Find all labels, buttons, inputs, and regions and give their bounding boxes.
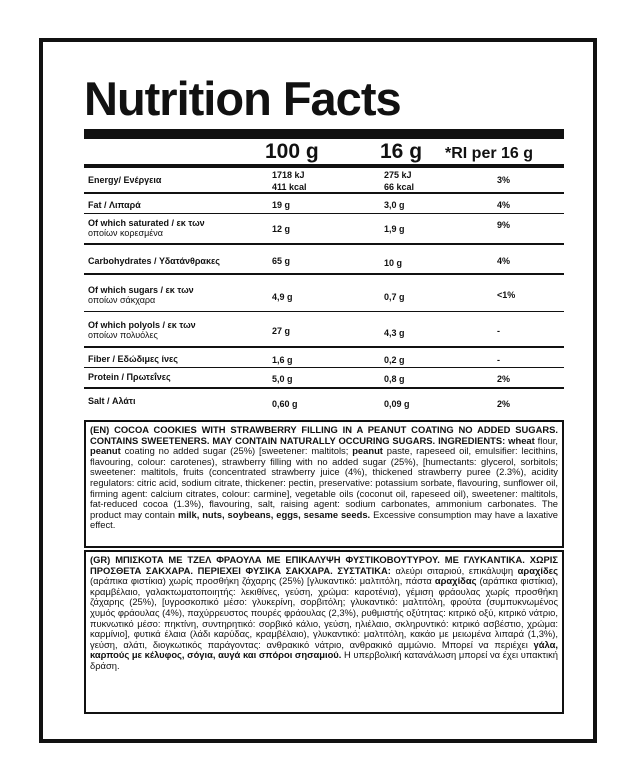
value-ri: 4% <box>497 256 511 266</box>
value-100g-kcal: 411 kcal <box>272 182 307 192</box>
value-16g: 275 kJ <box>384 170 412 180</box>
allergen-text: peanut <box>90 445 121 457</box>
allergen-text: peanut <box>352 445 383 457</box>
ingredients-en-heading: (EN) COCOA COOKIES WITH STRAWBERRY FILLING IN A PEANUT COATING NO ADDED SUGARS. CONTAINS SWEETENERS. MAY CONTAIN NATURALLY OCCURING SUGARS. INGREDIENTS: wheat <box>90 424 558 446</box>
ingredients-gr <box>84 550 564 714</box>
table-row <box>84 245 564 275</box>
value-ri: 4% <box>497 200 511 210</box>
nutrient-name: Fiber / Εδώδιμες ίνες <box>88 354 178 364</box>
value-100g: 4,9 g <box>272 292 293 302</box>
allergen-text: milk, nuts, soybeans, eggs, sesame seeds. <box>177 508 371 520</box>
value-ri: 2% <box>497 374 511 384</box>
nutrient-name-line2: οποίων πολυόλες <box>88 330 158 340</box>
table-row <box>84 214 564 245</box>
nutrient-name: Energy/ Ενέργεια <box>88 175 162 185</box>
ingredients-en-text: Excessive consumption may have a laxative effect. <box>90 508 559 531</box>
ingredients-en-text: coating no added sugar (25%) [sweetener: maltitols; <box>120 445 353 457</box>
allergen-text: αραχίδες <box>517 564 558 576</box>
title-divider <box>84 129 564 139</box>
value-100g: 65 g <box>272 256 291 266</box>
nutrient-name-line1: Of which saturated / εκ των <box>88 218 205 228</box>
page-title: Nutrition Facts <box>84 72 401 125</box>
table-row <box>84 348 564 368</box>
value-16g: 4,3 g <box>384 328 405 338</box>
value-100g: 19 g <box>272 200 291 210</box>
value-16g: 0,09 g <box>384 399 410 409</box>
value-100g: 5,0 g <box>272 374 293 384</box>
value-100g: 27 g <box>272 326 291 336</box>
column-header-16g: 16 g <box>380 140 423 163</box>
nutrient-name <box>88 218 205 238</box>
value-16g: 0,7 g <box>384 292 405 302</box>
value-16g-kcal: 66 kcal <box>384 182 415 192</box>
table-row <box>84 168 564 194</box>
value-ri: 2% <box>497 399 511 409</box>
value-16g: 0,2 g <box>384 355 405 365</box>
nutrient-name-line2: οποίων κορεσμένα <box>88 228 163 238</box>
nutrient-name: Protein / Πρωτεΐνες <box>88 372 171 382</box>
ingredients-en-text: paste, rapeseed oil, emulsifier: lecithins, flavouring, colour: carotenes), strawberry filling with no added sugar (25%), [humectants: glycerol, sorbitols; sweetener: maltitols, fruits (concentrated strawberry juice (4%), thickened strawberry puree (2.3%), acidity regulators: citric acid, sodium citrate, thickener: pectin, preservative: potassium sorbate, flavouring, sunflower oil, firming agent: calcium citrates, colour: carmine], vegetable oils (coconut oil, rapeseed oil), sweetener: maltitols, fat-reduced cocoa (1.3%), flavouring, salt, raising agent: sodium carbonates, ammonium carbonates. The product may contain <box>90 445 558 520</box>
allergen-text: γάλα, καρπούς με κέλυφος, σόγια, αυγά και σπόροι σησαμιού. <box>90 638 558 661</box>
table-row <box>84 389 564 417</box>
column-header-100g: 100 g <box>265 140 319 163</box>
nutrient-name-line1: Of which sugars / εκ των <box>88 285 194 295</box>
value-100g: 12 g <box>272 224 291 234</box>
ingredients-en-text: flour, <box>534 434 558 446</box>
nutrient-name: Carbohydrates / Υδατάνθρακες <box>88 256 220 266</box>
value-16g: 0,8 g <box>384 374 405 384</box>
nutrient-name-line1: Of which polyols / εκ των <box>88 320 196 330</box>
ingredients-gr-text: αλεύρι σιταριού, επικάλυψη <box>390 564 518 576</box>
ingredients-gr-text: (αράπικα φιστίκια) χωρίς προσθήκη ζάχαρης (25%) [γλυκαντικό: μαλτιτόλη, πάστα <box>90 575 435 587</box>
ingredients-en <box>84 420 564 548</box>
table-row <box>84 312 564 348</box>
nutrient-name <box>88 285 194 305</box>
value-ri: - <box>497 355 500 365</box>
value-ri: - <box>497 326 500 336</box>
table-row <box>84 194 564 214</box>
value-ri: 3% <box>497 175 511 185</box>
value-100g: 1718 kJ <box>272 170 305 180</box>
allergen-text: αραχίδας <box>434 575 477 587</box>
value-100g: 0,60 g <box>272 399 298 409</box>
table-row <box>84 275 564 312</box>
nutrient-name: Fat / Λιπαρά <box>88 200 141 210</box>
value-ri: <1% <box>497 290 516 300</box>
value-100g: 1,6 g <box>272 355 293 365</box>
nutrient-name-line2: οποίων σάκχαρα <box>88 295 156 305</box>
value-ri: 9% <box>497 220 511 230</box>
nutrient-name: Salt / Αλάτι <box>88 396 136 406</box>
value-16g: 10 g <box>384 258 403 268</box>
table-row <box>84 368 564 389</box>
nutrition-table <box>84 168 564 417</box>
ingredients-gr-heading: (GR) ΜΠΙΣΚΟΤΑ ΜΕ ΤΖΕΛ ΦΡΑΟΥΛΑ ΜΕ ΕΠΙΚΑΛΥΨΗ ΦΥΣΤΙΚΟΒΟΥΤΥΡΟΥ. ΜΕ ΓΛΥΚΑΝΤΙΚΑ. ΧΩΡΙΣ ΠΡΟΣΘΕΤΑ ΣΑΚΧΑΡΑ. ΠΕΡΙΕΧΕΙ ΦΥΣΙΚΑ ΣΑΚΧΑΡΑ. ΣΥΣΤΑΤΙΚΑ: <box>90 554 558 576</box>
value-16g: 3,0 g <box>384 200 405 210</box>
ingredients-gr-text: (αράπικα φιστίκια), κραμβέλαιο, γαλακτωματοποιητής: λεκιθίνες, γεύση, χρώμα: καροτένια), γέμιση φράουλας χωρίς προσθήκη ζάχαρης (25%), [υγροσκοπικό μέσο: γλυκερίνη, σορβιτόλη; γλυκαντικό: μαλτιτόλη, φρούτα (συμπυκνωμένος χυμός φράουλας (4%), παχύρρευστος πουρές φράουλας (2,3%), ρυθμιστής οξύτητας: κιτρικό οξύ, κιτρικό νάτριο, πυκνωτικό μέσο: πηκτίνη, συντηρητικό: σορβικό κάλιο, γεύση, ηλιέλαιο, σκληρυντικό: κιτρικό ασβέστιο, χρώμα: καρμίνιο], φυτικά έλαια (λάδι καρύδας, κραμβέλαιο), γλυκαντικό: μαλτιτόλη, κακάο με μειωμένα λιπαρά (1,3%), γεύση, αλάτι, διογκωτικός παράγοντας: ανθρακικό νάτριο, ανθρακικό αμμώνιο. Μπορεί να περιέχει <box>90 575 559 650</box>
nutrient-name <box>88 320 196 340</box>
column-header-ri: *RI per 16 g <box>445 145 534 162</box>
ingredients-gr-text: Η υπερβολική κατανάλωση μπορεί να έχει υπακτική δράση. <box>90 649 558 671</box>
value-16g: 1,9 g <box>384 224 405 234</box>
